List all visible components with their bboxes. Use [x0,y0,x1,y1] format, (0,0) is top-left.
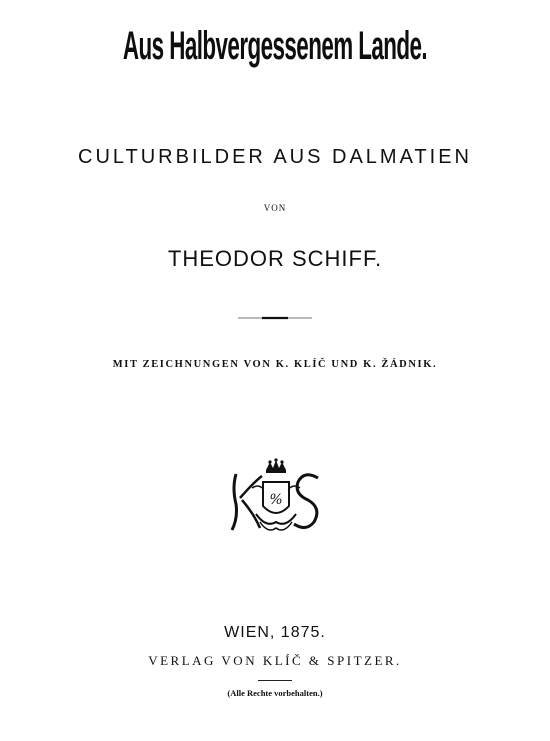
place-and-year: WIEN, 1875. [224,624,326,641]
publisher-monogram-icon [226,458,326,536]
ornament-rule-icon [238,315,312,321]
author-name: THEODOR SCHIFF. [167,246,383,271]
decorative-rule [0,315,550,323]
publisher-name: VERLAG VON KLÍČ & SPITZER. [148,653,402,668]
by-line: VON [263,203,287,213]
svg-text:%: % [269,492,283,508]
short-divider [258,680,292,681]
book-subtitle: CULTURBILDER AUS DALMATIEN [78,146,472,168]
illustrators-credit: MIT ZEICHNUNGEN VON K. KLÍČ UND K. ŽÁDNIK. [112,359,438,370]
book-title: Aus Halbvergessenem Lande. [122,24,428,68]
rights-notice: (Alle Rechte vorbehalten.) [227,688,323,698]
